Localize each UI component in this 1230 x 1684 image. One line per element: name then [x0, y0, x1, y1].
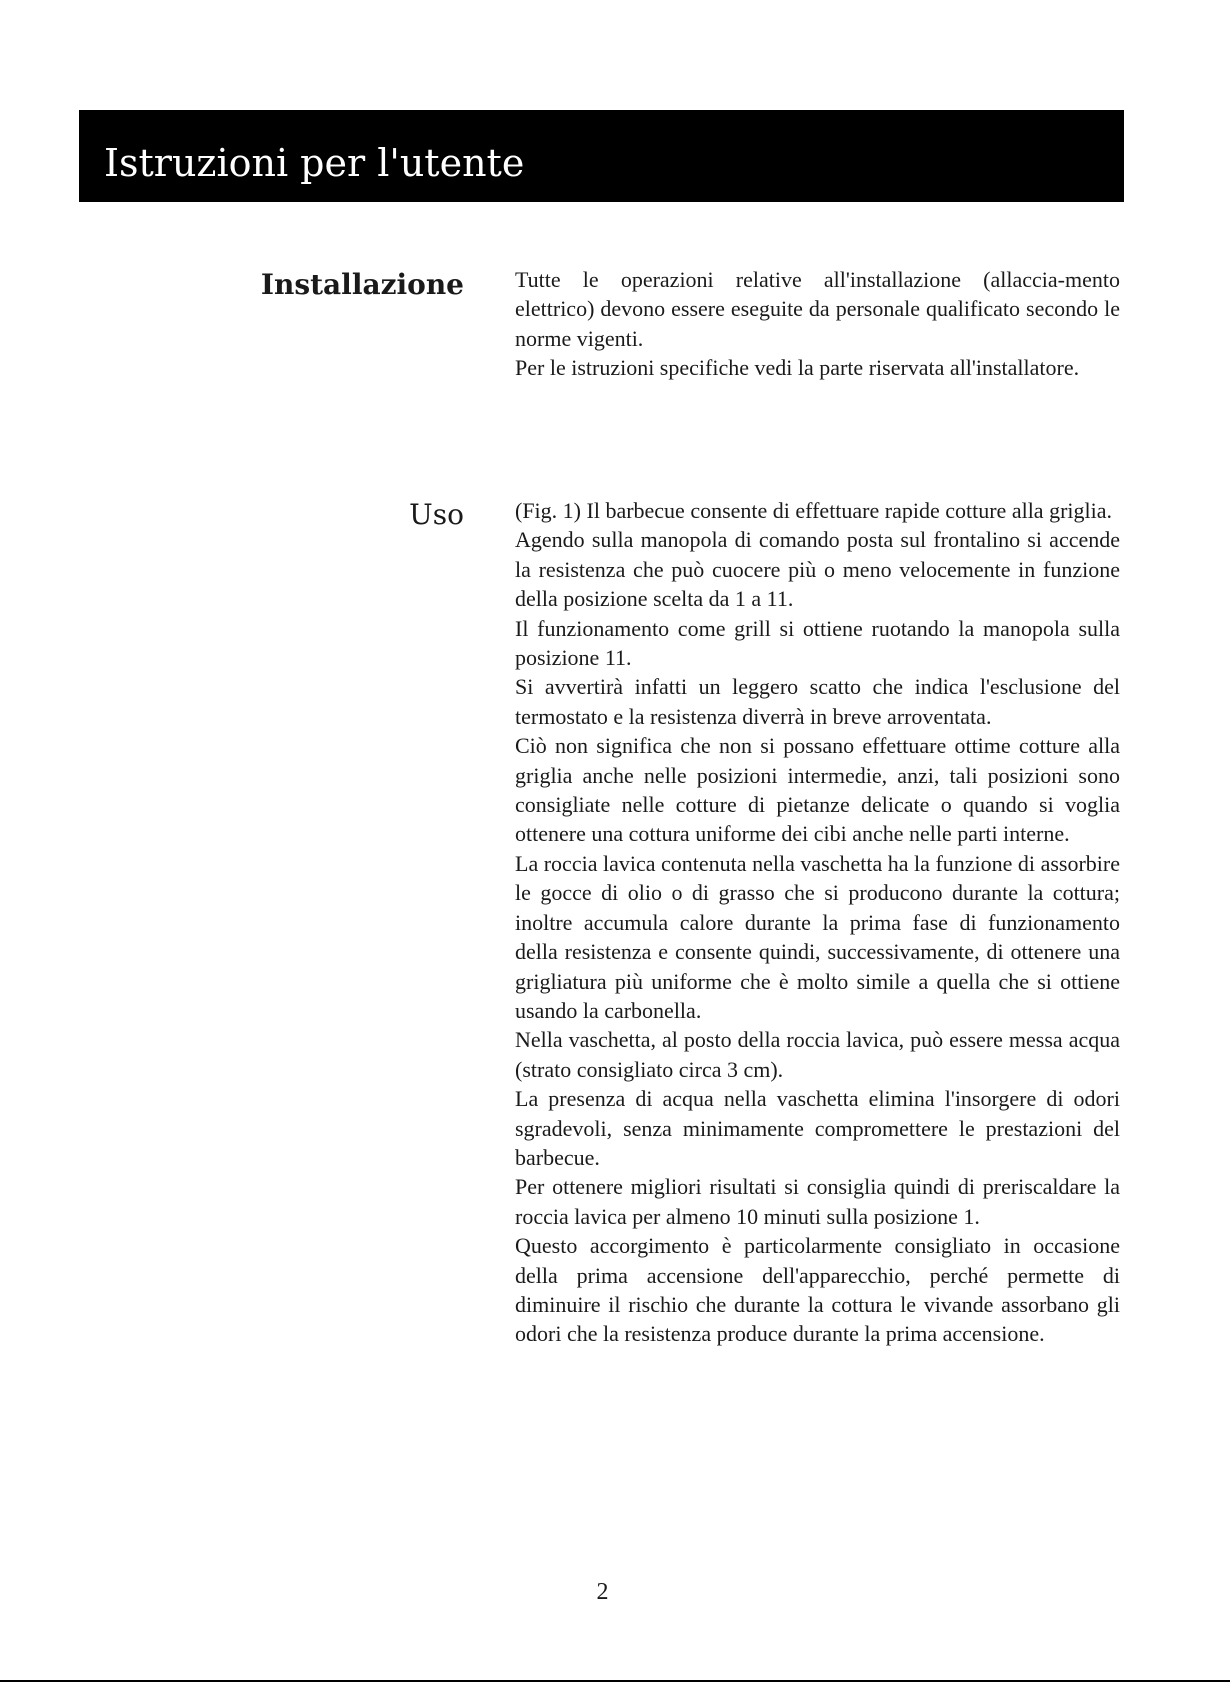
paragraph: Ciò non significa che non si possano effettuare ottime cotture alla griglia anche nelle posizioni intermedie, anzi, tali posizioni sono consigliate nelle cotture di pietanze delicate o quando si voglia ottenere una cottura uniforme dei cibi anche nelle parti interne.	[515, 733, 1120, 847]
paragraph: Si avvertirà infatti un leggero scatto che indica l'esclusione del termostato e la resistenza diverrà in breve arroventata.	[515, 674, 1120, 729]
section-heading-installazione: Installazione	[260, 268, 464, 301]
paragraph: La presenza di acqua nella vaschetta elimina l'insorgere di odori sgradevoli, senza minimamente compromettere le prestazioni del barbecue.	[515, 1086, 1120, 1170]
paragraph: La roccia lavica contenuta nella vaschetta ha la funzione di assorbire le gocce di olio o di grasso che si producono durante la cottura; inoltre accumula calore durante la prima fase di funzionamento della resistenza e consente quindi, successivamente, di ottenere una grigliatura più uniforme che è molto simile a quella che si ottiene usando la carbonella.	[515, 850, 1120, 1023]
paragraph: Questo accorgimento è particolarmente consigliato in occasione della prima accensione dell'apparecchio, perché permette di diminuire il rischio che durante la cottura le vivande assorbano gli odori che la resistenza produce durante la prima accensione.	[515, 1233, 1120, 1347]
paragraph: (Fig. 1) Il barbecue consente di effettuare rapide cotture alla griglia.	[515, 498, 1112, 523]
page-title: Istruzioni per l'utente	[104, 141, 525, 185]
section-heading-uso: Uso	[409, 498, 464, 531]
page-number: 2	[596, 1579, 609, 1605]
bottom-rule	[0, 1680, 1230, 1682]
paragraph: Per ottenere migliori risultati si consiglia quindi di preriscaldare la roccia lavica per almeno 10 minuti sulla posizione 1.	[515, 1174, 1120, 1229]
section-body-installazione	[515, 265, 1120, 383]
title-bar	[79, 110, 1124, 202]
paragraph: Tutte le operazioni relative all'installazione (allaccia-mento elettrico) devono essere eseguite da personale qualificato secondo le norme vigenti.	[515, 267, 1120, 351]
paragraph: Nella vaschetta, al posto della roccia lavica, può essere messa acqua (strato consigliato circa 3 cm).	[515, 1027, 1120, 1082]
paragraph: Il funzionamento come grill si ottiene ruotando la manopola sulla posizione 11.	[515, 615, 1120, 671]
paragraph: Per le istruzioni specifiche vedi la parte riservata all'installatore.	[515, 355, 1080, 381]
section-body-uso	[515, 496, 1120, 1349]
paragraph: Agendo sulla manopola di comando posta sul frontalino si accende la resistenza che può cuocere più o meno velocemente in funzione della posizione scelta da 1 a 11.	[515, 527, 1120, 612]
